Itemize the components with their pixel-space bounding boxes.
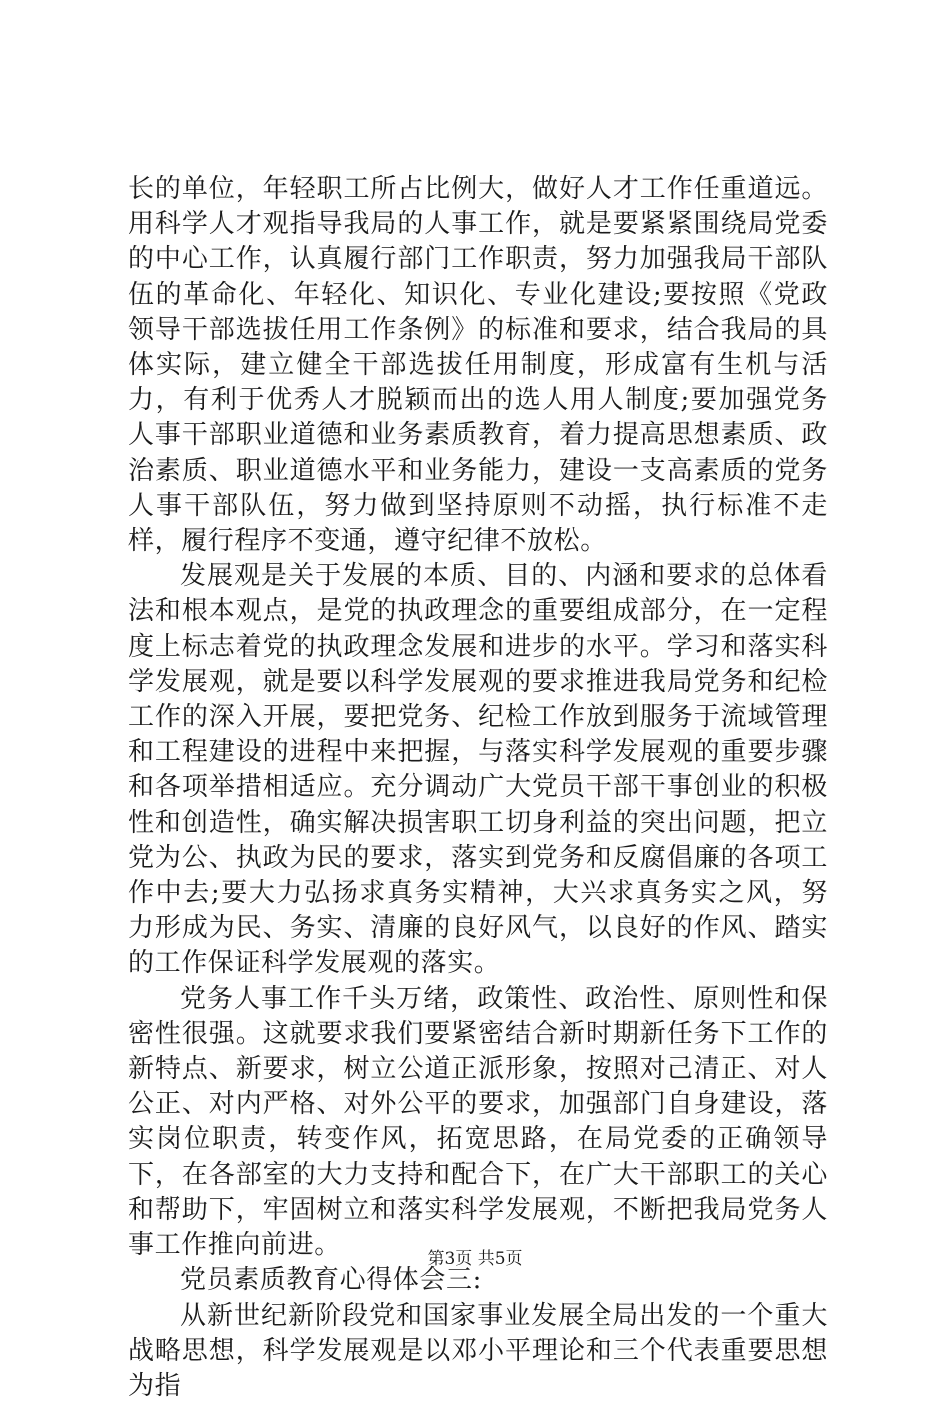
document-body [128,172,828,1404]
page-number: 第3页 共5页 [0,1244,950,1269]
paragraph-2: 发展观是关于发展的本质、目的、内涵和要求的总体看法和根本观点，是党的执政理念的重要组成部分，在一定程度上标志着党的执政理念发展和进步的水平。学习和落实科学发展观，就是要以科学发展观的要求推进我局党务和纪检工作的深入开展，要把党务、纪检工作放到服务于流域管理和工程建设的进程中来把握，与落实科学发展观的重要步骤和各项举措相适应。充分调动广大党员干部干事创业的积极性和创造性，确实解决损害职工切身利益的突出问题，把立党为公、执政为民的要求，落实到党务和反腐倡廉的各项工作中去;要大力弘扬求真务实精神，大兴求真务实之风，努力形成为民、务实、清廉的良好风气，以良好的作风、踏实的工作保证科学发展观的落实。 [128,559,828,981]
paragraph-4: 从新世纪新阶段党和国家事业发展全局出发的一个重大战略思想，科学发展观是以邓小平理论和三个代表重要思想为指 [128,1299,828,1404]
paragraph-1: 长的单位，年轻职工所占比例大，做好人才工作任重道远。用科学人才观指导我局的人事工作，就是要紧紧围绕局党委的中心工作，认真履行部门工作职责，努力加强我局干部队伍的革命化、年轻化、知识化、专业化建设;要按照《党政领导干部选拔任用工作条例》的标准和要求，结合我局的具体实际，建立健全干部选拔任用制度，形成富有生机与活力，有利于优秀人才脱颖而出的选人用人制度;要加强党务人事干部职业道德和业务素质教育，着力提高思想素质、政治素质、职业道德水平和业务能力，建设一支高素质的党务人事干部队伍，努力做到坚持原则不动摇，执行标准不走样，履行程序不变通，遵守纪律不放松。 [128,172,828,559]
paragraph-3: 党务人事工作千头万绪，政策性、政治性、原则性和保密性很强。这就要求我们要紧密结合新时期新任务下工作的新特点、新要求，树立公道正派形象，按照对己清正、对人公正、对内严格、对外公平的要求，加强部门自身建设，落实岗位职责，转变作风，拓宽思路，在局党委的正确领导下，在各部室的大力支持和配合下，在广大干部职工的关心和帮助下，牢固树立和落实科学发展观，不断把我局党务人事工作推向前进。 [128,982,828,1264]
section-heading: 党员素质教育心得体会三: [128,1263,828,1298]
